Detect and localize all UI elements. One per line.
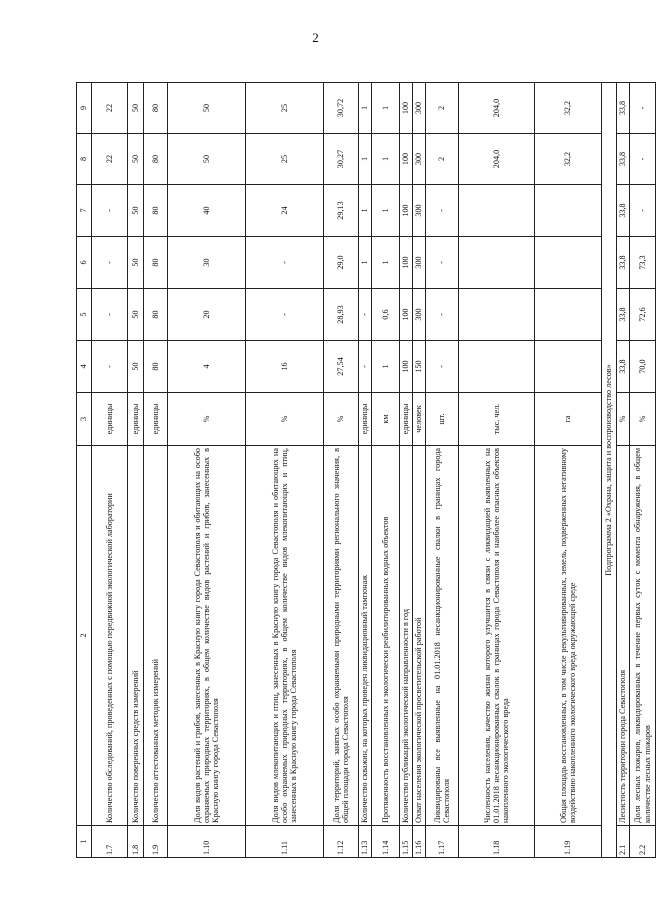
value-cell: 300 — [413, 83, 426, 134]
table-row — [128, 83, 144, 858]
rotated-table-container — [76, 83, 652, 858]
value-cell: 50 — [128, 134, 144, 185]
value-cell: 2 — [426, 134, 459, 185]
row-index: 1.15 — [400, 826, 413, 858]
table-row — [92, 83, 128, 858]
indicator-name: Лесистость территории города Севастополя — [617, 446, 630, 826]
column-header: 7 — [77, 185, 92, 237]
value-cell: 22 — [92, 134, 128, 185]
value-cell: - — [630, 134, 656, 185]
value-cell: 80 — [144, 237, 168, 289]
value-cell: 50 — [168, 83, 246, 134]
table-row — [246, 83, 324, 858]
value-cell: 1 — [359, 83, 372, 134]
table-row — [426, 83, 459, 858]
row-index: 2.1 — [617, 826, 630, 858]
column-header: 3 — [77, 393, 92, 446]
row-index: 1.14 — [372, 826, 400, 858]
row-index: 1.7 — [92, 826, 128, 858]
value-cell: 0,6 — [372, 289, 400, 341]
value-cell: 29,13 — [324, 185, 359, 237]
value-cell: 80 — [144, 341, 168, 393]
value-cell: 30,72 — [324, 83, 359, 134]
value-cell — [459, 341, 535, 393]
value-cell: - — [92, 237, 128, 289]
value-cell: 32,2 — [535, 134, 602, 185]
table-row — [617, 83, 630, 858]
table-header-row — [77, 83, 92, 858]
value-cell: 33,8 — [617, 134, 630, 185]
value-cell: 20 — [168, 289, 246, 341]
value-cell: - — [92, 341, 128, 393]
unit-cell: % — [246, 393, 324, 446]
page-number: 2 — [312, 30, 319, 45]
subprogram-title: Подпрограмма 2 «Охрана, защита и воспроизводство лесов» — [602, 83, 617, 858]
value-cell: 100 — [400, 237, 413, 289]
value-cell — [535, 289, 602, 341]
table-row — [168, 83, 246, 858]
row-index: 1.12 — [324, 826, 359, 858]
value-cell: 2 — [426, 83, 459, 134]
value-cell: 100 — [400, 289, 413, 341]
value-cell: - — [92, 185, 128, 237]
value-cell: 24 — [246, 185, 324, 237]
value-cell: - — [426, 185, 459, 237]
value-cell: 25 — [246, 83, 324, 134]
value-cell: - — [630, 185, 656, 237]
value-cell: 50 — [128, 185, 144, 237]
value-cell: 28,93 — [324, 289, 359, 341]
value-cell: 1 — [359, 134, 372, 185]
row-index: 1.10 — [168, 826, 246, 858]
value-cell: - — [630, 83, 656, 134]
table-row — [400, 83, 413, 858]
value-cell: 300 — [413, 289, 426, 341]
value-cell: 27,54 — [324, 341, 359, 393]
row-index: 2.2 — [630, 826, 656, 858]
value-cell: 30,27 — [324, 134, 359, 185]
value-cell: 50 — [128, 237, 144, 289]
table-row — [459, 83, 535, 858]
value-cell: 50 — [128, 341, 144, 393]
value-cell: 32,2 — [535, 83, 602, 134]
row-index: 1.8 — [128, 826, 144, 858]
indicators-table — [76, 82, 656, 858]
value-cell: 80 — [144, 289, 168, 341]
value-cell: 1 — [372, 134, 400, 185]
unit-cell: единицы — [92, 393, 128, 446]
value-cell: 70,0 — [630, 341, 656, 393]
table-row — [324, 83, 359, 858]
column-header: 1 — [77, 826, 92, 858]
value-cell: 33,8 — [617, 185, 630, 237]
value-cell: 4 — [168, 341, 246, 393]
unit-cell: единицы — [144, 393, 168, 446]
table-body — [92, 83, 656, 858]
indicator-name: Охват населения экологической просветительской работой — [413, 446, 426, 826]
table-row — [359, 83, 372, 858]
table-row — [535, 83, 602, 858]
indicator-name: Протяженность восстановленных и экологически реабилитированных водных объектов — [372, 446, 400, 826]
value-cell: 1 — [372, 237, 400, 289]
row-index: 1.18 — [459, 826, 535, 858]
value-cell: 33,8 — [617, 289, 630, 341]
value-cell: 40 — [168, 185, 246, 237]
table-row — [372, 83, 400, 858]
value-cell: 204,0 — [459, 83, 535, 134]
value-cell — [459, 237, 535, 289]
value-cell: 1 — [359, 237, 372, 289]
column-header: 4 — [77, 341, 92, 393]
value-cell: 29,0 — [324, 237, 359, 289]
value-cell: 16 — [246, 341, 324, 393]
value-cell: - — [426, 237, 459, 289]
value-cell: 204,0 — [459, 134, 535, 185]
value-cell: - — [359, 289, 372, 341]
indicator-name: Доля лесных пожаров, ликвидированных в течение первых суток с момента обнаружения, в общем количестве лесных пожаров — [630, 446, 656, 826]
row-index: 1.17 — [426, 826, 459, 858]
indicator-name: Общая площадь восстановленных, в том числе рекультивированных, земель, подверженных негативному воздействию накопленного экологического вреда окружающей среде — [535, 446, 602, 826]
column-header: 9 — [77, 83, 92, 134]
column-header: 6 — [77, 237, 92, 289]
unit-cell: % — [168, 393, 246, 446]
value-cell: 1 — [359, 185, 372, 237]
value-cell: 50 — [168, 134, 246, 185]
value-cell: 50 — [128, 289, 144, 341]
value-cell: 73,3 — [630, 237, 656, 289]
value-cell: - — [246, 289, 324, 341]
value-cell: 80 — [144, 83, 168, 134]
column-header: 2 — [77, 446, 92, 826]
table-row — [413, 83, 426, 858]
value-cell: 100 — [400, 134, 413, 185]
value-cell: 1 — [372, 185, 400, 237]
unit-cell: км — [372, 393, 400, 446]
value-cell: 80 — [144, 134, 168, 185]
table-row — [630, 83, 656, 858]
value-cell: - — [92, 289, 128, 341]
row-index: 1.16 — [413, 826, 426, 858]
indicator-name: Количество публикаций экологической направленности в год — [400, 446, 413, 826]
indicator-name: Численность населения, качество жизни которого улучшится в связи с ликвидацией выявленных на 01.01.2018 несанкционированных свалок в границах города Севастополя и наиболее опасных объектов накопленного экологического вреда — [459, 446, 535, 826]
value-cell: 100 — [400, 185, 413, 237]
value-cell: 1 — [372, 83, 400, 134]
unit-cell: человек — [413, 393, 426, 446]
indicator-name: Доля видов растений и грибов, занесенных в Красную книгу города Севастополя и обитающих на особо охраняемых природных территориях, в общем количестве видов растений и грибов, занесенных в Красную книгу города Севастополя — [168, 446, 246, 826]
value-cell — [459, 289, 535, 341]
value-cell — [459, 185, 535, 237]
indicator-name: Ликвидированы все выявленные на 01.01.2018 несанкционированные свалки в границах города Севастополя — [426, 446, 459, 826]
value-cell: 150 — [413, 341, 426, 393]
value-cell: 22 — [92, 83, 128, 134]
subprogram-row — [602, 83, 617, 858]
table-row — [144, 83, 168, 858]
indicator-name: Количество обследований, проведенных с помощью передвижной экологической лаборатории — [92, 446, 128, 826]
indicator-name: Количество скважин, на которых проведен ликвидационный тампонаж — [359, 446, 372, 826]
value-cell: - — [359, 341, 372, 393]
value-cell: - — [426, 341, 459, 393]
value-cell — [535, 185, 602, 237]
indicator-name: Доля видов млекопитающих и птиц, занесенных в Красную книгу города Севастополя и обитающих на особо охраняемых природных территориях, в общем количестве видов млекопитающих и птиц, занесенных в Красную книгу города Севастополя — [246, 446, 324, 826]
row-index: 1.19 — [535, 826, 602, 858]
value-cell: 100 — [400, 83, 413, 134]
unit-cell: % — [617, 393, 630, 446]
value-cell: 33,8 — [617, 237, 630, 289]
column-header: 8 — [77, 134, 92, 185]
value-cell: 33,8 — [617, 83, 630, 134]
unit-cell: % — [324, 393, 359, 446]
value-cell: 72,6 — [630, 289, 656, 341]
unit-cell: единицы — [400, 393, 413, 446]
indicator-name: Количество поверенных средств измерений — [128, 446, 144, 826]
indicator-name: Доля территорий, занятых особо охраняемыми природными территориями регионального значения, в общей площади города Севастополя — [324, 446, 359, 826]
value-cell: 300 — [413, 134, 426, 185]
unit-cell: единицы — [128, 393, 144, 446]
indicator-name: Количество аттестованных методик измерений — [144, 446, 168, 826]
value-cell: 300 — [413, 185, 426, 237]
value-cell — [535, 341, 602, 393]
unit-cell: тыс. чел. — [459, 393, 535, 446]
value-cell: - — [426, 289, 459, 341]
value-cell: 1 — [372, 341, 400, 393]
unit-cell: % — [630, 393, 656, 446]
value-cell: 50 — [128, 83, 144, 134]
value-cell: 33,8 — [617, 341, 630, 393]
column-header: 5 — [77, 289, 92, 341]
value-cell — [535, 237, 602, 289]
value-cell: 100 — [400, 341, 413, 393]
unit-cell: га — [535, 393, 602, 446]
row-index: 1.13 — [359, 826, 372, 858]
value-cell: - — [246, 237, 324, 289]
unit-cell: шт. — [426, 393, 459, 446]
value-cell: 30 — [168, 237, 246, 289]
value-cell: 80 — [144, 185, 168, 237]
row-index: 1.9 — [144, 826, 168, 858]
value-cell: 25 — [246, 134, 324, 185]
row-index: 1.11 — [246, 826, 324, 858]
unit-cell: единицы — [359, 393, 372, 446]
value-cell: 300 — [413, 237, 426, 289]
